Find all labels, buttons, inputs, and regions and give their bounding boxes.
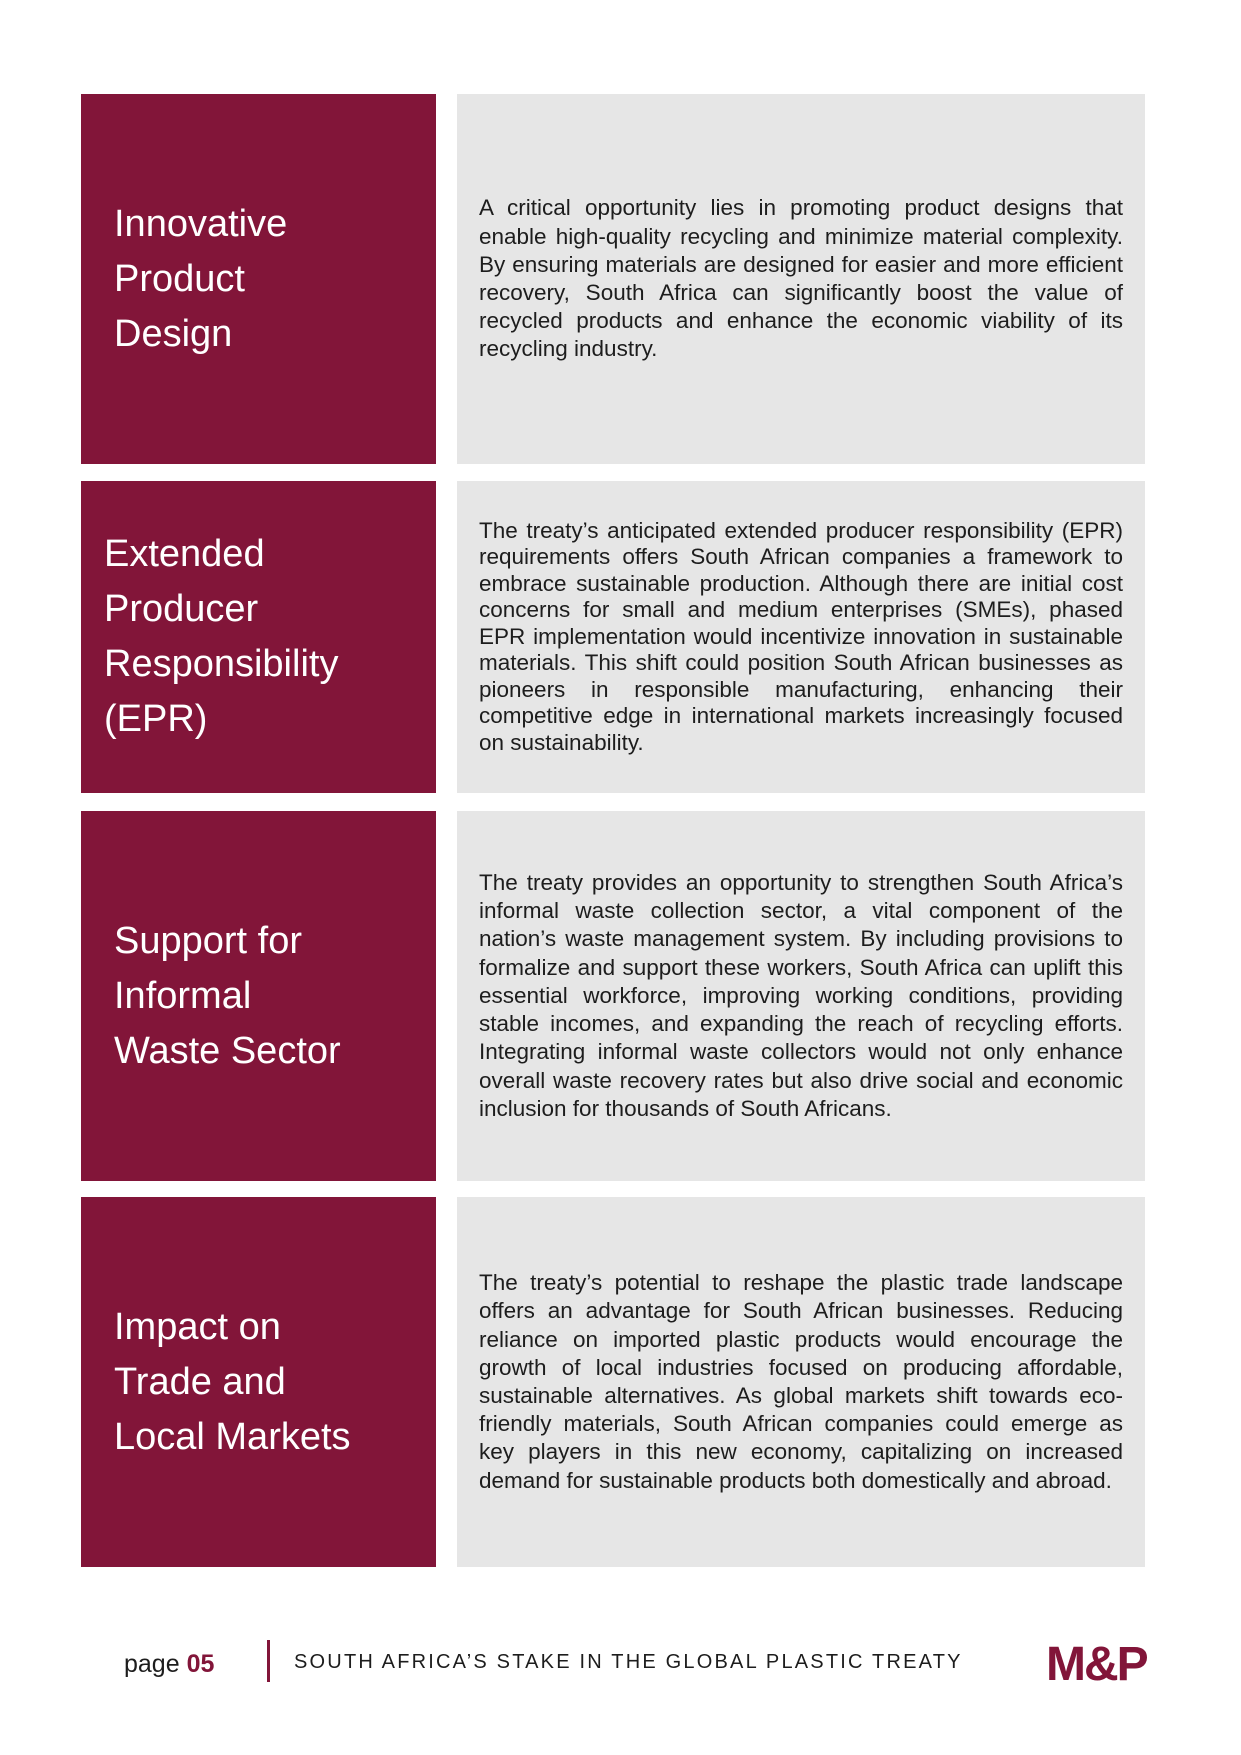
footer-divider [267,1640,270,1682]
page-footer [0,1640,1241,1700]
section-support-informal-waste-sector [81,811,1145,1181]
document-title: SOUTH AFRICA’S STAKE IN THE GLOBAL PLASTIC TREATY [294,1651,963,1673]
section-impact-on-trade [81,1197,1145,1567]
brand-logo [1046,1640,1196,1693]
brand-logo-mark [1046,1640,1196,1688]
section-body-box [457,481,1145,793]
section-body-box [457,94,1145,464]
section-title: Support for Informal Waste Sector [114,919,341,1072]
page-number-label [124,1650,214,1679]
section-body-box [457,811,1145,1181]
section-body-text: The treaty provides an opportunity to strengthen South Africa’s informal waste collection sector, a vital component of the nation’s waste management system. By including provisions to formalize and support these workers, South Africa can uplift this essential workforce, improving working conditions, providing stable incomes, and expanding the reach of recycling efforts. Integrating informal waste collectors would not only enhance overall waste recovery rates but also drive social and economic inclusion for thousands of South Africans. [479,870,1123,1121]
section-body-text: A critical opportunity lies in promoting product designs that enable high-quality recycling and minimize material complexity. By ensuring materials are designed for easier and more efficient recovery, South Africa can significantly boost the value of recycled products and enhance the economic viability of its recycling industry. [479,195,1123,362]
logo-text: M&P [1046,1640,1147,1688]
section-title-box [81,811,436,1181]
section-title-box [81,1197,436,1567]
section-title-box [81,94,436,464]
section-body-text: The treaty’s potential to reshape the plastic trade landscape offers an advantage for South African businesses. Reducing reliance on imported plastic products would encourage the growth of local industries focused on producing affordable, sustainable alternatives. As global markets shift towards eco-friendly materials, South African companies could emerge as key players in this new economy, capitalizing on increased demand for sustainable products both domestically and abroad. [479,1270,1123,1493]
page-number: 05 [186,1650,215,1678]
section-title: Extended Producer Responsibility (EPR) [104,533,339,740]
section-innovative-product-design [81,94,1145,464]
section-title: Impact on Trade and Local Markets [114,1305,351,1458]
page-prefix: page [124,1650,180,1678]
section-title: Innovative Product Design [114,202,288,355]
section-body-box [457,1197,1145,1567]
section-title-box [81,481,436,793]
section-body-text: The treaty’s anticipated extended producer responsibility (EPR) requirements offers South African companies a framework to embrace sustainable production. Although there are initial cost concerns for small and medium enterprises (SMEs), phased EPR implementation would incentivize innovation in sustainable materials. This shift could position South African businesses as pioneers in responsible manufacturing, enhancing their competitive edge in international markets increasingly focused on sustainability. [479,517,1123,755]
section-extended-producer-responsibility [81,481,1145,793]
